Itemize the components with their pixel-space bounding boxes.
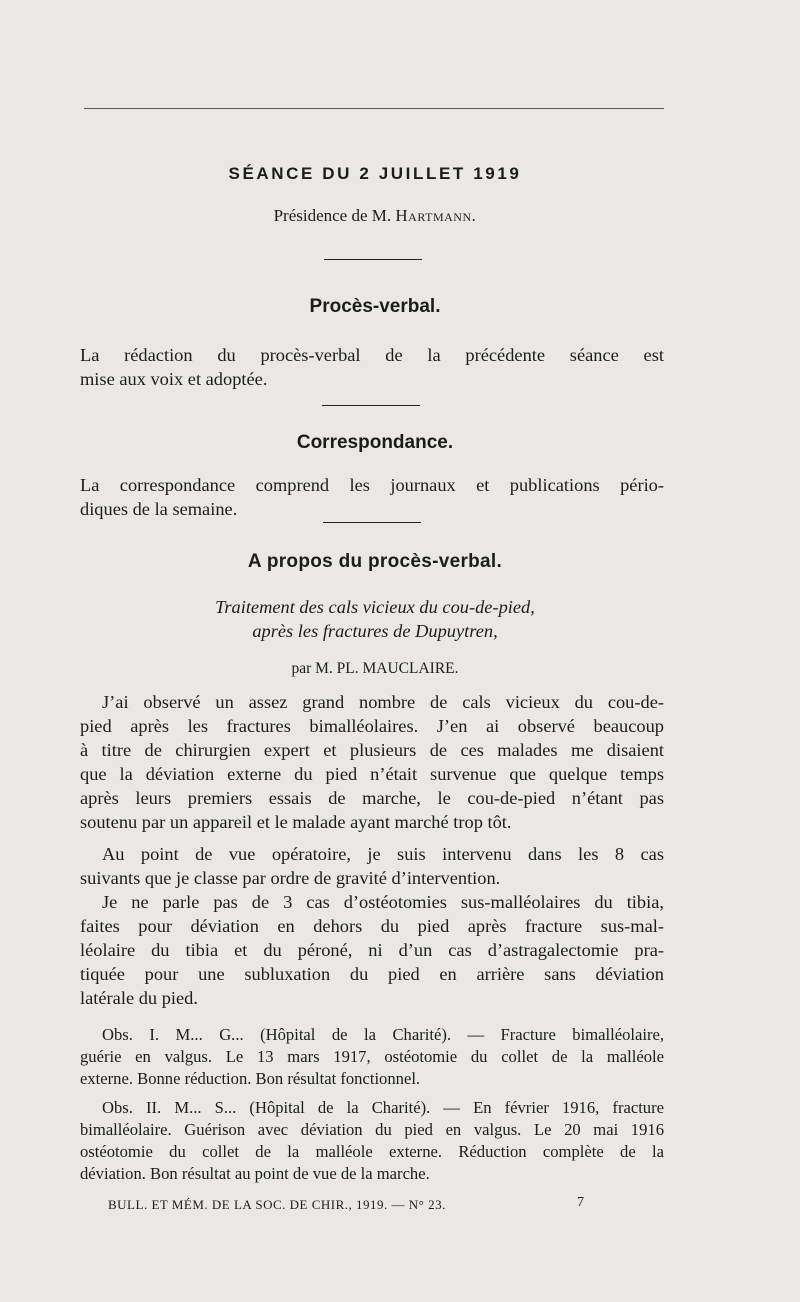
text-line: que la déviation externe du pied n’était survenue que quelque temps xyxy=(80,764,664,784)
text-line: suivants que je classe par ordre de gravité d’intervention. xyxy=(80,868,501,888)
text-line: mise aux voix et adoptée. xyxy=(80,369,268,389)
text-line: guérie en valgus. Le 13 mars 1917, ostéotomie du collet de la malléole xyxy=(80,1047,664,1066)
text-line: léolaire du tibia et du péroné, ni d’un cas d’astragalectomie pra- xyxy=(80,940,664,960)
a-propos-heading: A propos du procès-verbal. xyxy=(247,551,503,572)
text-line: ostéotomie du collet de la malléole externe. Réduction complète de la xyxy=(80,1142,664,1161)
observation-1 xyxy=(80,1024,664,1090)
presidency-prefix: Présidence de M. xyxy=(273,206,396,225)
session-heading: SÉANCE DU 2 JUILLET 1919 xyxy=(228,164,522,183)
presidency-line xyxy=(0,206,750,226)
text-line: à titre de chirurgien expert et plusieurs de ces malades me disaient xyxy=(80,740,664,760)
text-line: Obs. I. M... G... (Hôpital de la Charité). — Fracture bimalléolaire, xyxy=(102,1025,664,1044)
text-line: J’ai observé un assez grand nombre de cals vicieux du cou-de- xyxy=(102,692,664,712)
correspondance-paragraph xyxy=(80,473,664,521)
text-line: déviation. Bon résultat au point de vue de la marche. xyxy=(80,1164,430,1183)
text-line: La rédaction du procès-verbal de la précédente séance est xyxy=(80,345,664,365)
section-divider xyxy=(322,405,420,406)
section-divider xyxy=(323,522,421,523)
section-divider xyxy=(324,259,422,260)
president-name: Hartmann. xyxy=(395,206,477,225)
observation-2 xyxy=(80,1097,664,1185)
text-line: après leurs premiers essais de marche, le cou-de-pied n’étant pas xyxy=(80,788,664,808)
article-author: par M. PL. MAUCLAIRE. xyxy=(291,660,459,677)
text-line: tiquée pour une subluxation du pied en arrière sans déviation xyxy=(80,964,664,984)
text-line: pied après les fractures bimalléolaires. J’en ai observé beaucoup xyxy=(80,716,664,736)
paragraph-1 xyxy=(80,690,664,834)
journal-footer: BULL. ET MÉM. DE LA SOC. DE CHIR., 1919. — N° 23. xyxy=(108,1197,446,1212)
text-line: soutenu par un appareil et le malade ayant marché trop tôt. xyxy=(80,812,512,832)
text-line: Au point de vue opératoire, je suis intervenu dans les 8 cas xyxy=(102,844,664,864)
text-line: faites pour déviation en dehors du pied après fracture sus-mal- xyxy=(80,916,664,936)
text-line: La correspondance comprend les journaux et publications pério- xyxy=(80,475,664,495)
paragraph-2 xyxy=(80,842,664,890)
proces-verbal-heading: Procès-verbal. xyxy=(309,296,441,317)
proces-verbal-paragraph xyxy=(80,343,664,391)
article-title-line-2: après les fractures de Dupuytren, xyxy=(252,621,498,641)
paragraph-3 xyxy=(80,890,664,1010)
text-line: Je ne parle pas de 3 cas d’ostéotomies sus-malléolaires du tibia, xyxy=(102,892,664,912)
text-line: Obs. II. M... S... (Hôpital de la Charité). — En février 1916, fracture xyxy=(102,1098,664,1117)
text-line: latérale du pied. xyxy=(80,988,198,1008)
text-line: bimalléolaire. Guérison avec déviation du pied en valgus. Le 20 mai 1916 xyxy=(80,1120,664,1139)
text-line: diques de la semaine. xyxy=(80,499,238,519)
article-title-line-1: Traitement des cals vicieux du cou-de-pied, xyxy=(215,597,535,617)
top-rule xyxy=(84,108,664,109)
page-number: 7 xyxy=(577,1195,584,1210)
correspondance-heading: Correspondance. xyxy=(296,432,454,453)
text-line: externe. Bonne réduction. Bon résultat fonctionnel. xyxy=(80,1069,421,1088)
